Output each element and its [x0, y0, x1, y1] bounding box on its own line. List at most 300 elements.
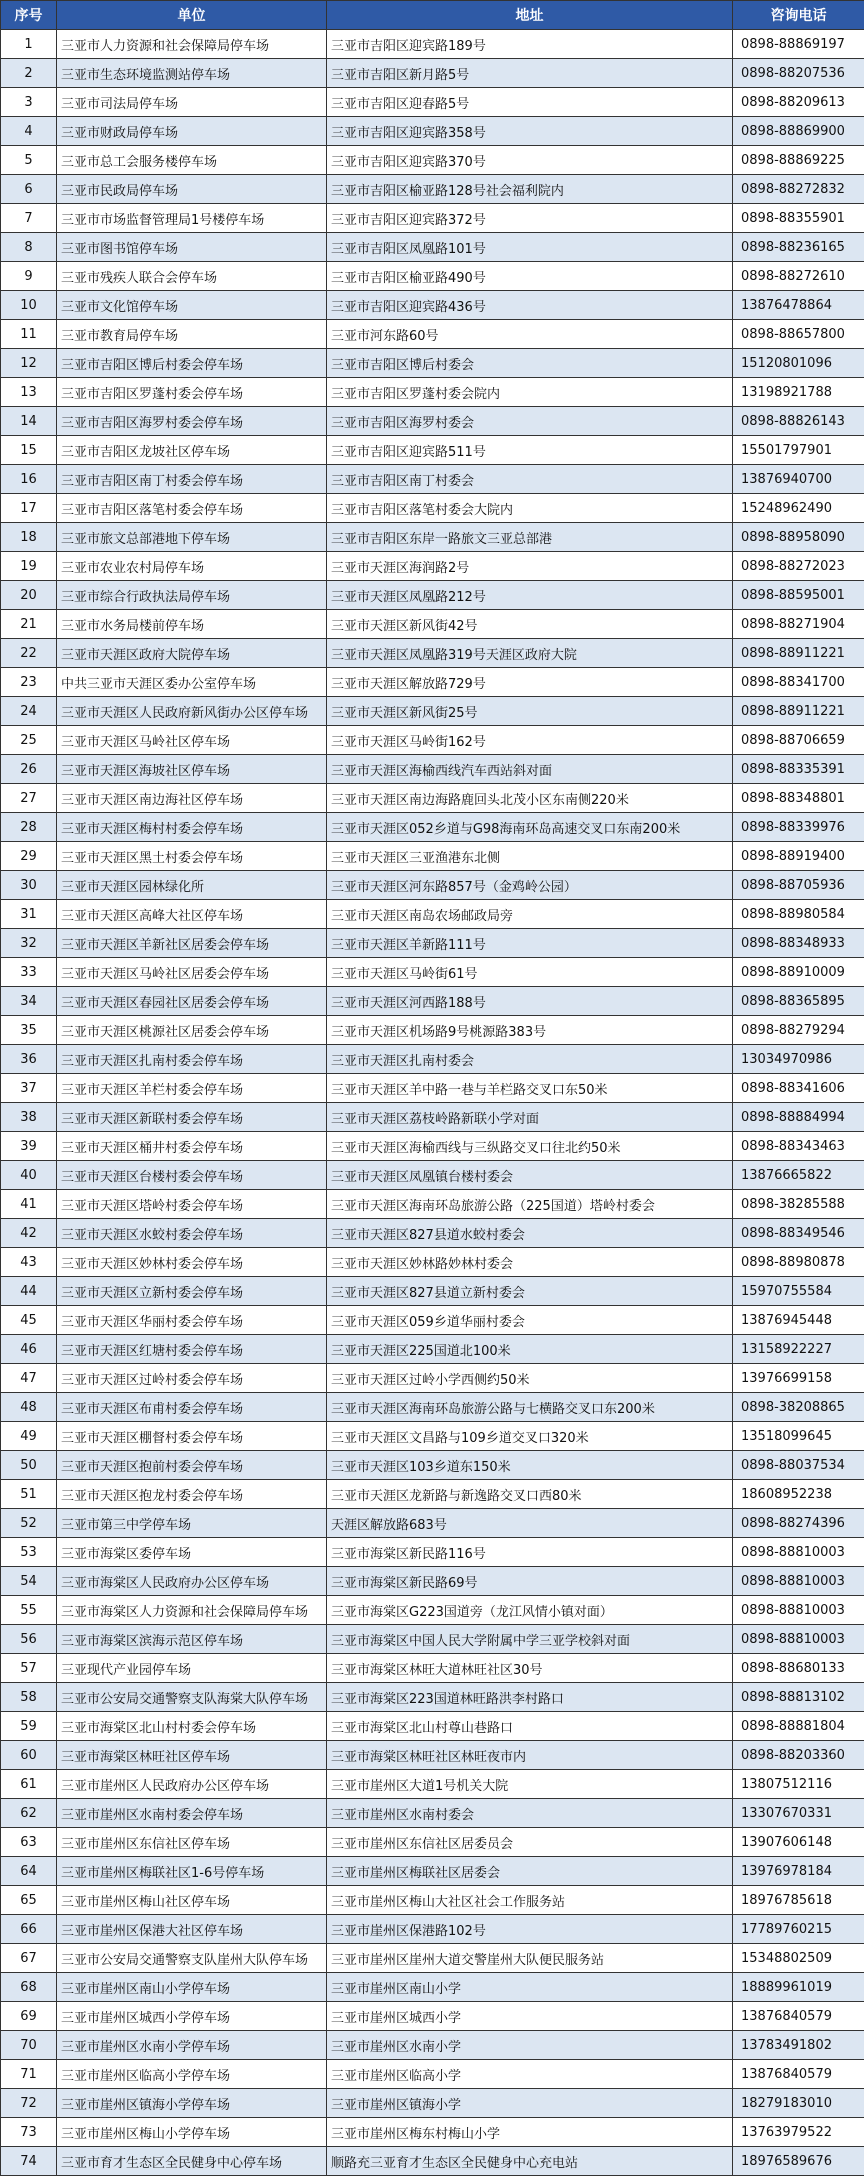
row-unit: 三亚市崖州区镇海小学停车场 — [57, 2089, 327, 2118]
row-number: 50 — [1, 1451, 57, 1480]
table-row — [1, 1103, 864, 1132]
row-address: 三亚市吉阳区榆亚路490号 — [327, 262, 733, 291]
table-row — [1, 2060, 864, 2089]
row-unit: 三亚市吉阳区南丁村委会停车场 — [57, 465, 327, 494]
row-number: 67 — [1, 1944, 57, 1973]
row-phone: 0898-88919400 — [733, 842, 864, 871]
row-unit: 三亚市崖州区水南小学停车场 — [57, 2031, 327, 2060]
row-number: 10 — [1, 291, 57, 320]
row-unit: 三亚市天涯区梅村村委会停车场 — [57, 813, 327, 842]
row-number: 60 — [1, 1741, 57, 1770]
row-phone: 17789760215 — [733, 1915, 864, 1944]
row-number: 38 — [1, 1103, 57, 1132]
row-address: 三亚市天涯区扎南村委会 — [327, 1045, 733, 1074]
header-phone: 咨询电话 — [733, 1, 864, 30]
row-address: 三亚市崖州区南山小学 — [327, 1973, 733, 2002]
row-number: 42 — [1, 1219, 57, 1248]
table-row — [1, 262, 864, 291]
row-unit: 三亚市吉阳区海罗村委会停车场 — [57, 407, 327, 436]
row-address: 三亚市吉阳区迎宾路511号 — [327, 436, 733, 465]
table-row — [1, 552, 864, 581]
row-address: 三亚市吉阳区博后村委会 — [327, 349, 733, 378]
row-unit: 三亚市海棠区人民政府办公区停车场 — [57, 1567, 327, 1596]
table-row — [1, 1886, 864, 1915]
row-number: 61 — [1, 1770, 57, 1799]
row-unit: 三亚市公安局交通警察支队海棠大队停车场 — [57, 1683, 327, 1712]
row-address: 三亚市天涯区羊新路111号 — [327, 929, 733, 958]
row-address: 三亚市天涯区南岛农场邮政局旁 — [327, 900, 733, 929]
row-number: 65 — [1, 1886, 57, 1915]
row-address: 三亚市吉阳区迎春路5号 — [327, 88, 733, 117]
row-unit: 三亚市崖州区城西小学停车场 — [57, 2002, 327, 2031]
row-unit: 三亚市天涯区春园社区居委会停车场 — [57, 987, 327, 1016]
row-number: 35 — [1, 1016, 57, 1045]
row-unit: 三亚市崖州区水南村委会停车场 — [57, 1799, 327, 1828]
table-row — [1, 1683, 864, 1712]
row-unit: 三亚市天涯区红塘村委会停车场 — [57, 1335, 327, 1364]
row-unit: 三亚市总工会服务楼停车场 — [57, 146, 327, 175]
row-phone: 0898-88910009 — [733, 958, 864, 987]
row-address: 三亚市天涯区海润路2号 — [327, 552, 733, 581]
row-number: 23 — [1, 668, 57, 697]
row-address: 三亚市海棠区新民路69号 — [327, 1567, 733, 1596]
row-unit: 三亚市天涯区高峰大社区停车场 — [57, 900, 327, 929]
row-unit: 中共三亚市天涯区委办公室停车场 — [57, 668, 327, 697]
row-address: 三亚市天涯区海榆西线与三纵路交叉口往北约50米 — [327, 1132, 733, 1161]
row-number: 40 — [1, 1161, 57, 1190]
row-unit: 三亚市水务局楼前停车场 — [57, 610, 327, 639]
row-phone: 0898-88826143 — [733, 407, 864, 436]
row-phone: 13907606148 — [733, 1828, 864, 1857]
row-address: 三亚市海棠区林旺社区林旺夜市内 — [327, 1741, 733, 1770]
row-number: 21 — [1, 610, 57, 639]
row-address: 三亚市崖州区城西小学 — [327, 2002, 733, 2031]
table-row — [1, 175, 864, 204]
row-address: 三亚市天涯区过岭小学西侧约50米 — [327, 1364, 733, 1393]
row-address: 三亚市天涯区羊中路一巷与羊栏路交叉口东50米 — [327, 1074, 733, 1103]
row-unit: 三亚市崖州区南山小学停车场 — [57, 1973, 327, 2002]
row-number: 39 — [1, 1132, 57, 1161]
row-phone: 13876840579 — [733, 2060, 864, 2089]
table-row — [1, 378, 864, 407]
table-row — [1, 929, 864, 958]
table-row — [1, 1538, 864, 1567]
table-row — [1, 146, 864, 175]
row-unit: 三亚市天涯区妙林村委会停车场 — [57, 1248, 327, 1277]
row-address: 三亚市天涯区新风街42号 — [327, 610, 733, 639]
row-number: 58 — [1, 1683, 57, 1712]
row-phone: 13198921788 — [733, 378, 864, 407]
table-row — [1, 1509, 864, 1538]
row-phone: 13518099645 — [733, 1422, 864, 1451]
row-number: 1 — [1, 30, 57, 59]
table-row — [1, 1277, 864, 1306]
table-row — [1, 1712, 864, 1741]
row-number: 51 — [1, 1480, 57, 1509]
table-body — [1, 30, 864, 2176]
row-unit: 三亚市天涯区过岭村委会停车场 — [57, 1364, 327, 1393]
table-row — [1, 610, 864, 639]
row-unit: 三亚市旅文总部港地下停车场 — [57, 523, 327, 552]
row-address: 三亚市吉阳区东岸一路旅文三亚总部港 — [327, 523, 733, 552]
row-number: 24 — [1, 697, 57, 726]
row-phone: 0898-88272023 — [733, 552, 864, 581]
table-row — [1, 1451, 864, 1480]
row-number: 6 — [1, 175, 57, 204]
row-address: 三亚市天涯区059乡道华丽村委会 — [327, 1306, 733, 1335]
table-row — [1, 2118, 864, 2147]
row-unit: 三亚市天涯区羊新社区居委会停车场 — [57, 929, 327, 958]
row-address: 三亚市崖州区临高小学 — [327, 2060, 733, 2089]
row-unit: 三亚市司法局停车场 — [57, 88, 327, 117]
row-phone: 0898-88272832 — [733, 175, 864, 204]
row-unit: 三亚市公安局交通警察支队崖州大队停车场 — [57, 1944, 327, 1973]
table-row — [1, 233, 864, 262]
row-address: 三亚市吉阳区榆亚路128号社会福利院内 — [327, 175, 733, 204]
table-row — [1, 755, 864, 784]
table-row — [1, 1393, 864, 1422]
row-address: 三亚市崖州区崖州大道交警崖州大队便民服务站 — [327, 1944, 733, 1973]
table-row — [1, 1248, 864, 1277]
row-phone: 0898-88810003 — [733, 1538, 864, 1567]
row-number: 9 — [1, 262, 57, 291]
row-phone: 13876940700 — [733, 465, 864, 494]
row-address: 三亚市海棠区新民路116号 — [327, 1538, 733, 1567]
row-address: 三亚市吉阳区迎宾路370号 — [327, 146, 733, 175]
row-address: 三亚市海棠区中国人民大学附属中学三亚学校斜对面 — [327, 1625, 733, 1654]
row-number: 48 — [1, 1393, 57, 1422]
row-number: 26 — [1, 755, 57, 784]
row-number: 72 — [1, 2089, 57, 2118]
row-unit: 三亚市教育局停车场 — [57, 320, 327, 349]
row-address: 三亚市崖州区镇海小学 — [327, 2089, 733, 2118]
table-row — [1, 1915, 864, 1944]
row-phone: 0898-88980584 — [733, 900, 864, 929]
row-phone: 0898-88813102 — [733, 1683, 864, 1712]
row-unit: 三亚市崖州区临高小学停车场 — [57, 2060, 327, 2089]
table-row — [1, 1132, 864, 1161]
row-unit: 三亚市民政局停车场 — [57, 175, 327, 204]
row-phone: 0898-88207536 — [733, 59, 864, 88]
row-unit: 三亚市天涯区扎南村委会停车场 — [57, 1045, 327, 1074]
row-number: 43 — [1, 1248, 57, 1277]
row-phone: 0898-88274396 — [733, 1509, 864, 1538]
row-phone: 18976785618 — [733, 1886, 864, 1915]
row-address: 三亚市崖州区梅东村梅山小学 — [327, 2118, 733, 2147]
row-phone: 0898-88884994 — [733, 1103, 864, 1132]
row-unit: 三亚市吉阳区龙坡社区停车场 — [57, 436, 327, 465]
row-number: 34 — [1, 987, 57, 1016]
row-address: 三亚市天涯区机场路9号桃源路383号 — [327, 1016, 733, 1045]
table-row — [1, 30, 864, 59]
table-row — [1, 1016, 864, 1045]
row-number: 13 — [1, 378, 57, 407]
row-unit: 三亚市天涯区布甫村委会停车场 — [57, 1393, 327, 1422]
table-row — [1, 1161, 864, 1190]
row-unit: 三亚市吉阳区罗蓬村委会停车场 — [57, 378, 327, 407]
row-phone: 15248962490 — [733, 494, 864, 523]
row-phone: 0898-88339976 — [733, 813, 864, 842]
row-number: 36 — [1, 1045, 57, 1074]
row-number: 8 — [1, 233, 57, 262]
row-address: 三亚市崖州区梅联社区居委会 — [327, 1857, 733, 1886]
table-row — [1, 1567, 864, 1596]
row-phone: 13976699158 — [733, 1364, 864, 1393]
table-row — [1, 1857, 864, 1886]
row-number: 11 — [1, 320, 57, 349]
row-phone: 0898-38208865 — [733, 1393, 864, 1422]
row-number: 73 — [1, 2118, 57, 2147]
row-unit: 三亚市综合行政执法局停车场 — [57, 581, 327, 610]
row-address: 三亚市崖州区大道1号机关大院 — [327, 1770, 733, 1799]
row-unit: 三亚市天涯区桶井村委会停车场 — [57, 1132, 327, 1161]
row-phone: 0898-88341606 — [733, 1074, 864, 1103]
row-number: 37 — [1, 1074, 57, 1103]
table-row — [1, 1828, 864, 1857]
table-row — [1, 668, 864, 697]
row-phone: 0898-88271904 — [733, 610, 864, 639]
row-address: 三亚市天涯区三亚渔港东北侧 — [327, 842, 733, 871]
row-phone: 13763979522 — [733, 2118, 864, 2147]
row-unit: 三亚市天涯区海坡社区停车场 — [57, 755, 327, 784]
row-number: 7 — [1, 204, 57, 233]
row-phone: 15120801096 — [733, 349, 864, 378]
row-phone: 0898-88335391 — [733, 755, 864, 784]
row-address: 三亚市崖州区水南小学 — [327, 2031, 733, 2060]
row-phone: 0898-88236165 — [733, 233, 864, 262]
row-number: 14 — [1, 407, 57, 436]
row-number: 53 — [1, 1538, 57, 1567]
table-row — [1, 407, 864, 436]
row-unit: 三亚市崖州区东信社区停车场 — [57, 1828, 327, 1857]
row-phone: 0898-88911221 — [733, 639, 864, 668]
row-phone: 0898-88810003 — [733, 1596, 864, 1625]
row-number: 32 — [1, 929, 57, 958]
table-row — [1, 813, 864, 842]
row-number: 69 — [1, 2002, 57, 2031]
row-address: 三亚市天涯区荔枝岭路新联小学对面 — [327, 1103, 733, 1132]
row-unit: 三亚市市场监督管理局1号楼停车场 — [57, 204, 327, 233]
row-number: 55 — [1, 1596, 57, 1625]
row-phone: 0898-88869197 — [733, 30, 864, 59]
row-unit: 三亚市海棠区林旺社区停车场 — [57, 1741, 327, 1770]
row-address: 三亚市崖州区东信社区居委员会 — [327, 1828, 733, 1857]
row-address: 天涯区解放路683号 — [327, 1509, 733, 1538]
row-phone: 0898-88343463 — [733, 1132, 864, 1161]
table-row — [1, 1596, 864, 1625]
row-unit: 三亚市第三中学停车场 — [57, 1509, 327, 1538]
row-phone: 0898-88348933 — [733, 929, 864, 958]
row-address: 三亚市吉阳区海罗村委会 — [327, 407, 733, 436]
table-row — [1, 697, 864, 726]
table-row — [1, 2089, 864, 2118]
row-number: 46 — [1, 1335, 57, 1364]
row-phone: 0898-88869225 — [733, 146, 864, 175]
row-number: 12 — [1, 349, 57, 378]
row-address: 三亚市吉阳区落笔村委会大院内 — [327, 494, 733, 523]
table-row — [1, 1190, 864, 1219]
table-row — [1, 1422, 864, 1451]
row-phone: 13876665822 — [733, 1161, 864, 1190]
row-unit: 三亚市天涯区抱前村委会停车场 — [57, 1451, 327, 1480]
table-row — [1, 88, 864, 117]
table-row — [1, 291, 864, 320]
row-number: 54 — [1, 1567, 57, 1596]
row-unit: 三亚市崖州区梅联社区1-6号停车场 — [57, 1857, 327, 1886]
row-phone: 0898-88272610 — [733, 262, 864, 291]
row-unit: 三亚市天涯区南边海社区停车场 — [57, 784, 327, 813]
row-unit: 三亚市人力资源和社会保障局停车场 — [57, 30, 327, 59]
row-address: 三亚市天涯区海榆西线汽车西站斜对面 — [327, 755, 733, 784]
row-number: 19 — [1, 552, 57, 581]
row-address: 三亚市海棠区林旺大道林旺社区30号 — [327, 1654, 733, 1683]
table-row — [1, 465, 864, 494]
row-number: 25 — [1, 726, 57, 755]
row-number: 4 — [1, 117, 57, 146]
row-phone: 0898-88911221 — [733, 697, 864, 726]
row-phone: 0898-88355901 — [733, 204, 864, 233]
row-unit: 三亚市崖州区保港大社区停车场 — [57, 1915, 327, 1944]
row-unit: 三亚市海棠区北山村村委会停车场 — [57, 1712, 327, 1741]
row-number: 59 — [1, 1712, 57, 1741]
row-unit: 三亚市海棠区人力资源和社会保障局停车场 — [57, 1596, 327, 1625]
row-number: 70 — [1, 2031, 57, 2060]
row-address: 三亚市崖州区梅山大社区社会工作服务站 — [327, 1886, 733, 1915]
row-unit: 三亚市天涯区桃源社区居委会停车场 — [57, 1016, 327, 1045]
row-phone: 18976589676 — [733, 2147, 864, 2176]
row-address: 三亚市吉阳区迎宾路372号 — [327, 204, 733, 233]
row-address: 三亚市天涯区解放路729号 — [327, 668, 733, 697]
row-address: 三亚市天涯区妙林路妙林村委会 — [327, 1248, 733, 1277]
row-phone: 0898-88209613 — [733, 88, 864, 117]
row-address: 三亚市天涯区海南环岛旅游公路与七横路交叉口东200米 — [327, 1393, 733, 1422]
row-unit: 三亚市崖州区梅山社区停车场 — [57, 1886, 327, 1915]
row-unit: 三亚市财政局停车场 — [57, 117, 327, 146]
row-address: 三亚市海棠区北山村尊山巷路口 — [327, 1712, 733, 1741]
row-unit: 三亚市天涯区羊栏村委会停车场 — [57, 1074, 327, 1103]
row-address: 顺路充三亚育才生态区全民健身中心充电站 — [327, 2147, 733, 2176]
row-phone: 0898-88365895 — [733, 987, 864, 1016]
table-row — [1, 1654, 864, 1683]
row-phone: 15970755584 — [733, 1277, 864, 1306]
table-header-row — [1, 1, 864, 30]
row-address: 三亚市天涯区海南环岛旅游公路（225国道）塔岭村委会 — [327, 1190, 733, 1219]
row-unit: 三亚市吉阳区落笔村委会停车场 — [57, 494, 327, 523]
row-phone: 13158922227 — [733, 1335, 864, 1364]
row-number: 45 — [1, 1306, 57, 1335]
row-phone: 0898-88869900 — [733, 117, 864, 146]
row-phone: 0898-88810003 — [733, 1625, 864, 1654]
table-row — [1, 1741, 864, 1770]
row-number: 49 — [1, 1422, 57, 1451]
table-row — [1, 1219, 864, 1248]
row-address: 三亚市河东路60号 — [327, 320, 733, 349]
row-phone: 0898-88980878 — [733, 1248, 864, 1277]
row-address: 三亚市天涯区827县道立新村委会 — [327, 1277, 733, 1306]
table-row — [1, 1625, 864, 1654]
row-phone: 0898-88810003 — [733, 1567, 864, 1596]
row-unit: 三亚市天涯区马岭社区居委会停车场 — [57, 958, 327, 987]
row-phone: 0898-88706659 — [733, 726, 864, 755]
row-phone: 13876945448 — [733, 1306, 864, 1335]
table-row — [1, 842, 864, 871]
table-row — [1, 1480, 864, 1509]
row-number: 41 — [1, 1190, 57, 1219]
row-phone: 0898-38285588 — [733, 1190, 864, 1219]
table-row — [1, 2031, 864, 2060]
row-unit: 三亚市崖州区梅山小学停车场 — [57, 2118, 327, 2147]
row-address: 三亚市吉阳区南丁村委会 — [327, 465, 733, 494]
table-row — [1, 1944, 864, 1973]
row-phone: 15501797901 — [733, 436, 864, 465]
row-number: 22 — [1, 639, 57, 668]
table-row — [1, 958, 864, 987]
row-number: 52 — [1, 1509, 57, 1538]
row-number: 18 — [1, 523, 57, 552]
row-address: 三亚市吉阳区迎宾路189号 — [327, 30, 733, 59]
row-address: 三亚市天涯区凤凰镇台楼村委会 — [327, 1161, 733, 1190]
row-address: 三亚市天涯区新风街25号 — [327, 697, 733, 726]
row-unit: 三亚市育才生态区全民健身中心停车场 — [57, 2147, 327, 2176]
row-number: 71 — [1, 2060, 57, 2089]
row-address: 三亚市天涯区103乡道东150米 — [327, 1451, 733, 1480]
row-address: 三亚市崖州区水南村委会 — [327, 1799, 733, 1828]
row-number: 57 — [1, 1654, 57, 1683]
row-unit: 三亚市天涯区马岭社区停车场 — [57, 726, 327, 755]
row-unit: 三亚市文化馆停车场 — [57, 291, 327, 320]
header-no: 序号 — [1, 1, 57, 30]
row-address: 三亚市天涯区凤凰路319号天涯区政府大院 — [327, 639, 733, 668]
row-number: 16 — [1, 465, 57, 494]
table-row — [1, 1799, 864, 1828]
row-address: 三亚市吉阳区迎宾路436号 — [327, 291, 733, 320]
row-number: 27 — [1, 784, 57, 813]
row-unit: 三亚市天涯区政府大院停车场 — [57, 639, 327, 668]
row-phone: 0898-88705936 — [733, 871, 864, 900]
row-address: 三亚市天涯区225国道北100米 — [327, 1335, 733, 1364]
table-row — [1, 1973, 864, 2002]
header-unit: 单位 — [57, 1, 327, 30]
row-address: 三亚市天涯区马岭街162号 — [327, 726, 733, 755]
row-unit: 三亚市天涯区立新村委会停车场 — [57, 1277, 327, 1306]
row-address: 三亚市海棠区223国道林旺路洪李村路口 — [327, 1683, 733, 1712]
table-row — [1, 204, 864, 233]
row-address: 三亚市天涯区河西路188号 — [327, 987, 733, 1016]
table-row — [1, 639, 864, 668]
table-row — [1, 2002, 864, 2031]
row-number: 17 — [1, 494, 57, 523]
table-row — [1, 1074, 864, 1103]
row-unit: 三亚市海棠区委停车场 — [57, 1538, 327, 1567]
row-phone: 0898-88595001 — [733, 581, 864, 610]
row-unit: 三亚市天涯区水蛟村委会停车场 — [57, 1219, 327, 1248]
row-phone: 0898-88203360 — [733, 1741, 864, 1770]
row-unit: 三亚市天涯区台楼村委会停车场 — [57, 1161, 327, 1190]
row-unit: 三亚市天涯区华丽村委会停车场 — [57, 1306, 327, 1335]
row-phone: 13876478864 — [733, 291, 864, 320]
row-number: 31 — [1, 900, 57, 929]
row-number: 28 — [1, 813, 57, 842]
table-row — [1, 1045, 864, 1074]
header-address: 地址 — [327, 1, 733, 30]
table-row — [1, 2147, 864, 2176]
row-number: 5 — [1, 146, 57, 175]
row-unit: 三亚市天涯区新联村委会停车场 — [57, 1103, 327, 1132]
row-address: 三亚市天涯区052乡道与G98海南环岛高速交叉口东南200米 — [327, 813, 733, 842]
table-row — [1, 117, 864, 146]
row-unit: 三亚市天涯区黑土村委会停车场 — [57, 842, 327, 871]
table-row — [1, 523, 864, 552]
